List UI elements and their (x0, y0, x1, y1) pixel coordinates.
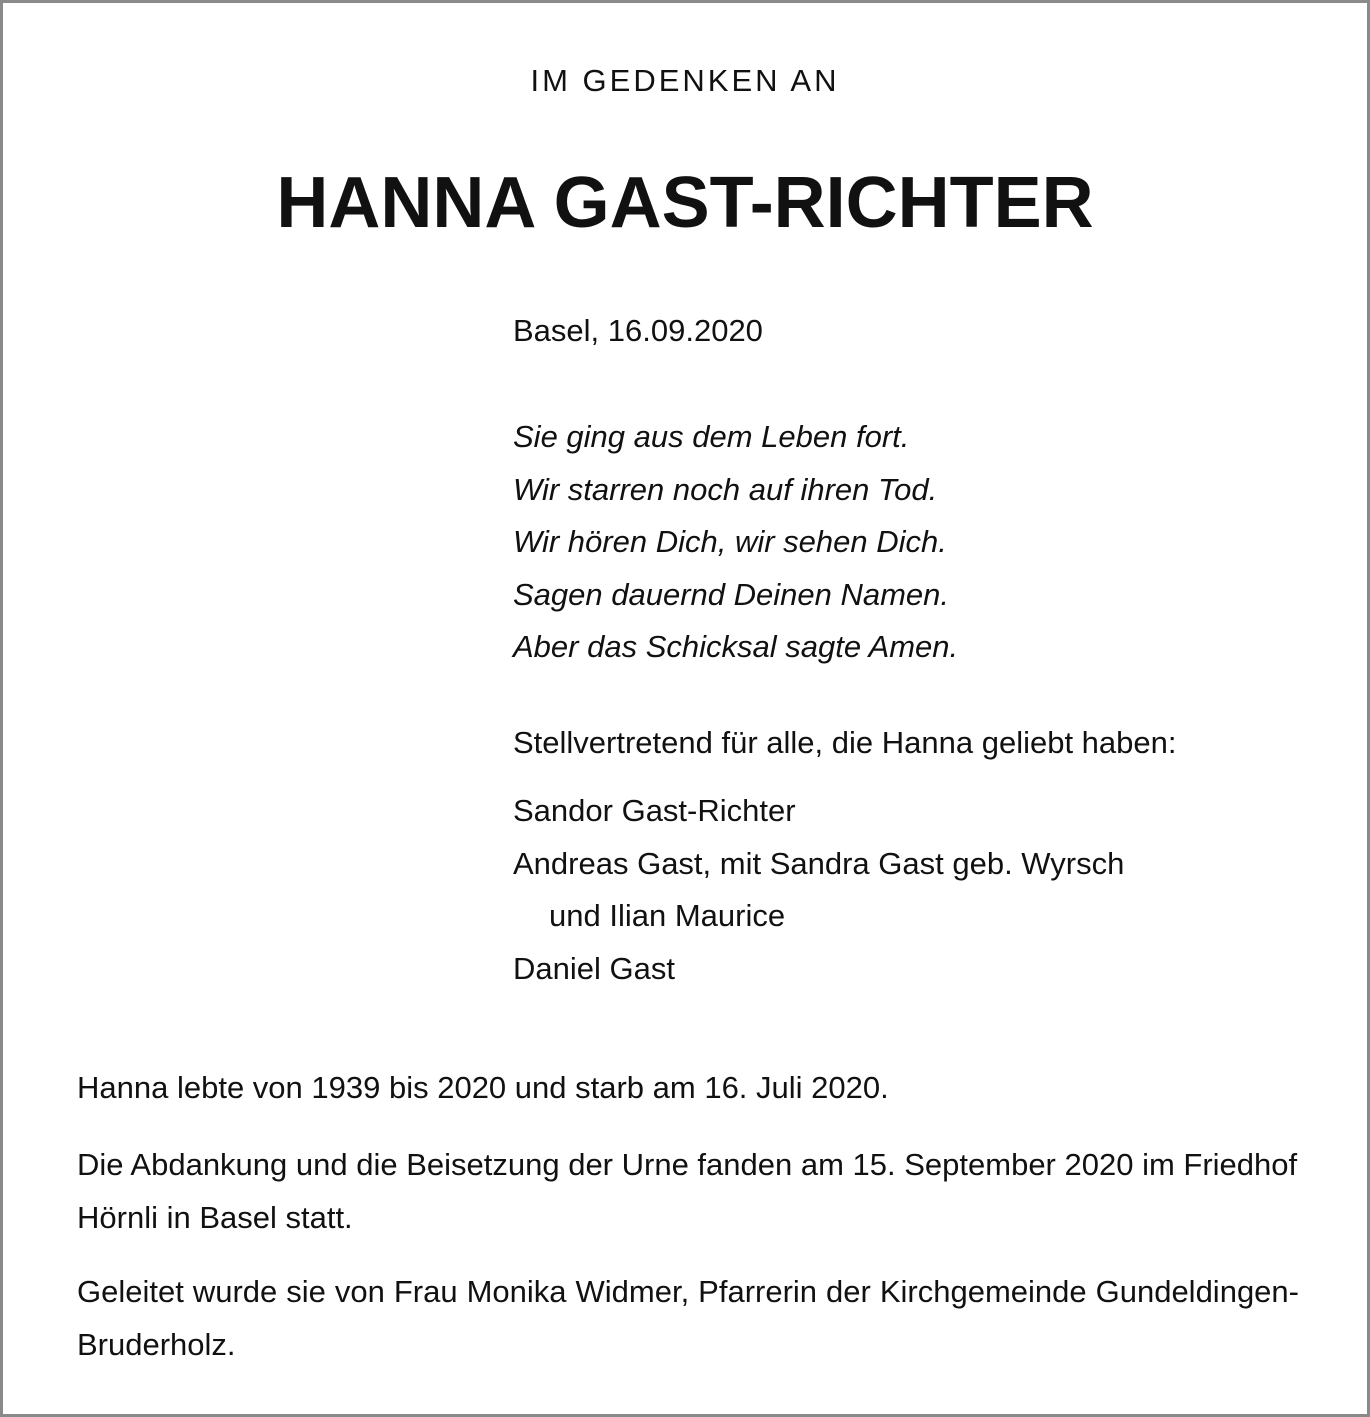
pre-title: IM GEDENKEN AN (530, 63, 840, 98)
poem-line: Wir starren noch auf ihren Tod. (513, 471, 938, 507)
signatory: Daniel Gast (513, 950, 675, 986)
poem-line: Aber das Schicksal sagte Amen. (513, 629, 959, 664)
signatory: Andreas Gast, mit Sandra Gast geb. Wyrsch (513, 845, 1125, 881)
poem (513, 411, 958, 674)
life-dates-paragraph: Hanna lebte von 1939 bis 2020 und starb am 16. Juli 2020. (77, 1070, 889, 1105)
poem-line: Sie ging aus dem Leben fort. (513, 419, 910, 454)
signatory: Sandor Gast-Richter (513, 793, 796, 828)
signatory-continuation: und Ilian Maurice (549, 898, 786, 933)
deceased-name: HANNA GAST-RICHTER (276, 163, 1094, 243)
poem-line: Wir hören Dich, wir sehen Dich. (513, 524, 947, 559)
signatories-list (513, 785, 1124, 995)
escort-paragraph: Geleitet wurde sie von Frau Monika Widmer, Pfarrerin der Kirchgemeinde Gundeldingen-Bruderholz. (77, 1274, 1299, 1362)
place-date: Basel, 16.09.2020 (513, 313, 763, 348)
poem-line: Sagen dauernd Deinen Namen. (513, 576, 950, 612)
signatories-intro: Stellvertretend für alle, die Hanna geliebt haben: (513, 725, 1177, 760)
ceremony-paragraph: Die Abdankung und die Beisetzung der Urne fanden am 15. September 2020 im Friedhof Hörnli in Basel statt. (77, 1147, 1298, 1235)
